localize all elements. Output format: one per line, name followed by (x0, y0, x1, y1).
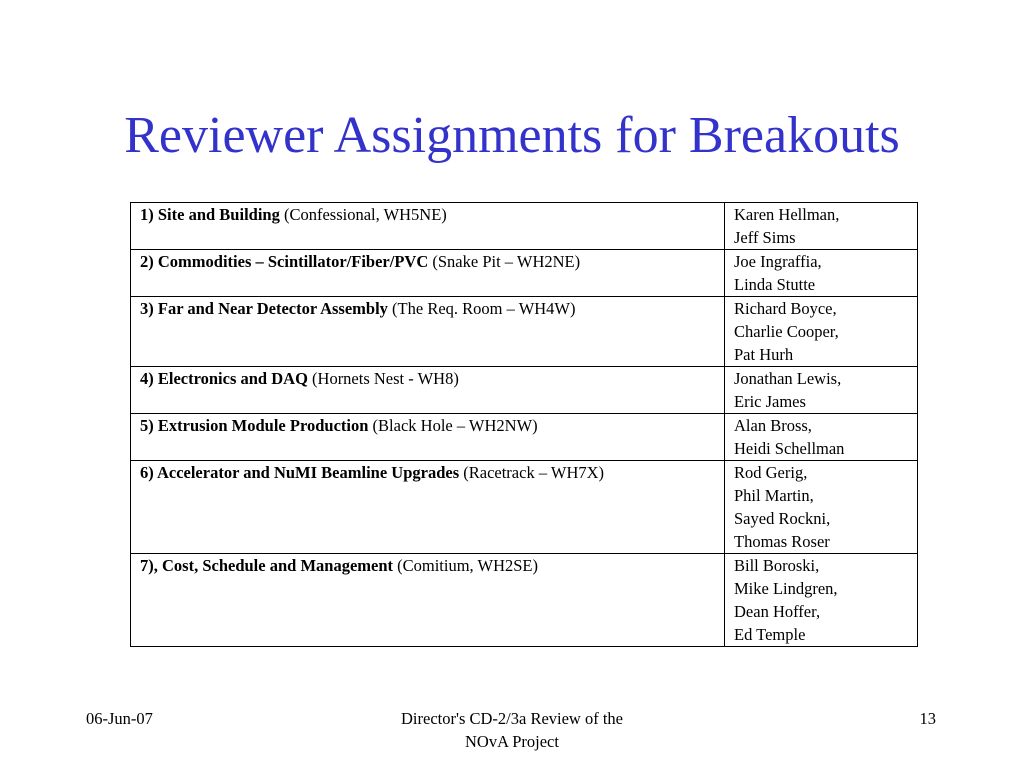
table-row (131, 367, 918, 414)
reviewer-name: Joe Ingraffia, (734, 252, 822, 271)
breakout-location: (Snake Pit – WH2NE) (428, 252, 581, 271)
reviewer-name: Phil Martin, (734, 486, 814, 505)
footer-event-title-line1: Director's CD-2/3a Review of the (401, 709, 623, 728)
breakout-topic-cell (131, 461, 725, 554)
reviewers-cell (725, 554, 918, 647)
reviewer-name: Jonathan Lewis, (734, 369, 842, 388)
footer-event-title (362, 707, 662, 753)
breakout-topic-name: 6) Accelerator and NuMI Beamline Upgrades (140, 463, 460, 482)
reviewer-name: Heidi Schellman (734, 439, 845, 458)
breakout-topic-name: 2) Commodities – Scintillator/Fiber/PVC (140, 252, 429, 271)
footer-event-title-line2: NOvA Project (465, 732, 559, 751)
reviewers-cell (725, 367, 918, 414)
breakout-topic-cell (131, 367, 725, 414)
reviewer-assignments-table (130, 202, 918, 647)
footer-date: 06-Jun-07 (86, 709, 153, 728)
reviewers-cell (725, 461, 918, 554)
slide-number: 13 (919, 709, 936, 728)
reviewer-name: Mike Lindgren, (734, 579, 838, 598)
reviewer-name: Karen Hellman, (734, 205, 840, 224)
reviewers-cell (725, 203, 918, 250)
breakout-topic-name: 4) Electronics and DAQ (140, 369, 308, 388)
reviewers-cell (725, 297, 918, 367)
breakout-topic-name: 7), Cost, Schedule and Management (140, 556, 394, 575)
breakout-location: (Black Hole – WH2NW) (368, 416, 538, 435)
breakout-location: (Comitium, WH2SE) (393, 556, 539, 575)
reviewer-name: Alan Bross, (734, 416, 812, 435)
reviewer-name: Linda Stutte (734, 275, 816, 294)
reviewers-cell (725, 250, 918, 297)
breakout-topic-name: 1) Site and Building (140, 205, 280, 224)
reviewer-name: Ed Temple (734, 625, 806, 644)
table-row (131, 414, 918, 461)
table-row (131, 250, 918, 297)
reviewer-name: Dean Hoffer, (734, 602, 821, 621)
reviewer-name: Sayed Rockni, (734, 509, 831, 528)
reviewers-cell (725, 414, 918, 461)
table-row (131, 461, 918, 554)
reviewer-name: Bill Boroski, (734, 556, 820, 575)
reviewer-name: Rod Gerig, (734, 463, 808, 482)
table-row (131, 203, 918, 250)
reviewer-name: Thomas Roser (734, 532, 830, 551)
reviewer-name: Pat Hurh (734, 345, 794, 364)
breakout-topic-cell (131, 297, 725, 367)
breakout-location: (Racetrack – WH7X) (459, 463, 605, 482)
breakout-topic-name: 5) Extrusion Module Production (140, 416, 369, 435)
slide-title: Reviewer Assignments for Breakouts (124, 107, 900, 164)
breakout-topic-cell (131, 414, 725, 461)
breakout-topic-name: 3) Far and Near Detector Assembly (140, 299, 388, 318)
reviewer-name: Eric James (734, 392, 806, 411)
reviewer-name: Jeff Sims (734, 228, 796, 247)
breakout-topic-cell (131, 250, 725, 297)
reviewer-name: Charlie Cooper, (734, 322, 839, 341)
breakout-topic-cell (131, 554, 725, 647)
table-row (131, 297, 918, 367)
reviewer-name: Richard Boyce, (734, 299, 837, 318)
breakout-location: (The Req. Room – WH4W) (387, 299, 576, 318)
table-row (131, 554, 918, 647)
breakout-location: (Confessional, WH5NE) (279, 205, 447, 224)
breakout-location: (Hornets Nest - WH8) (307, 369, 459, 388)
breakout-topic-cell (131, 203, 725, 250)
